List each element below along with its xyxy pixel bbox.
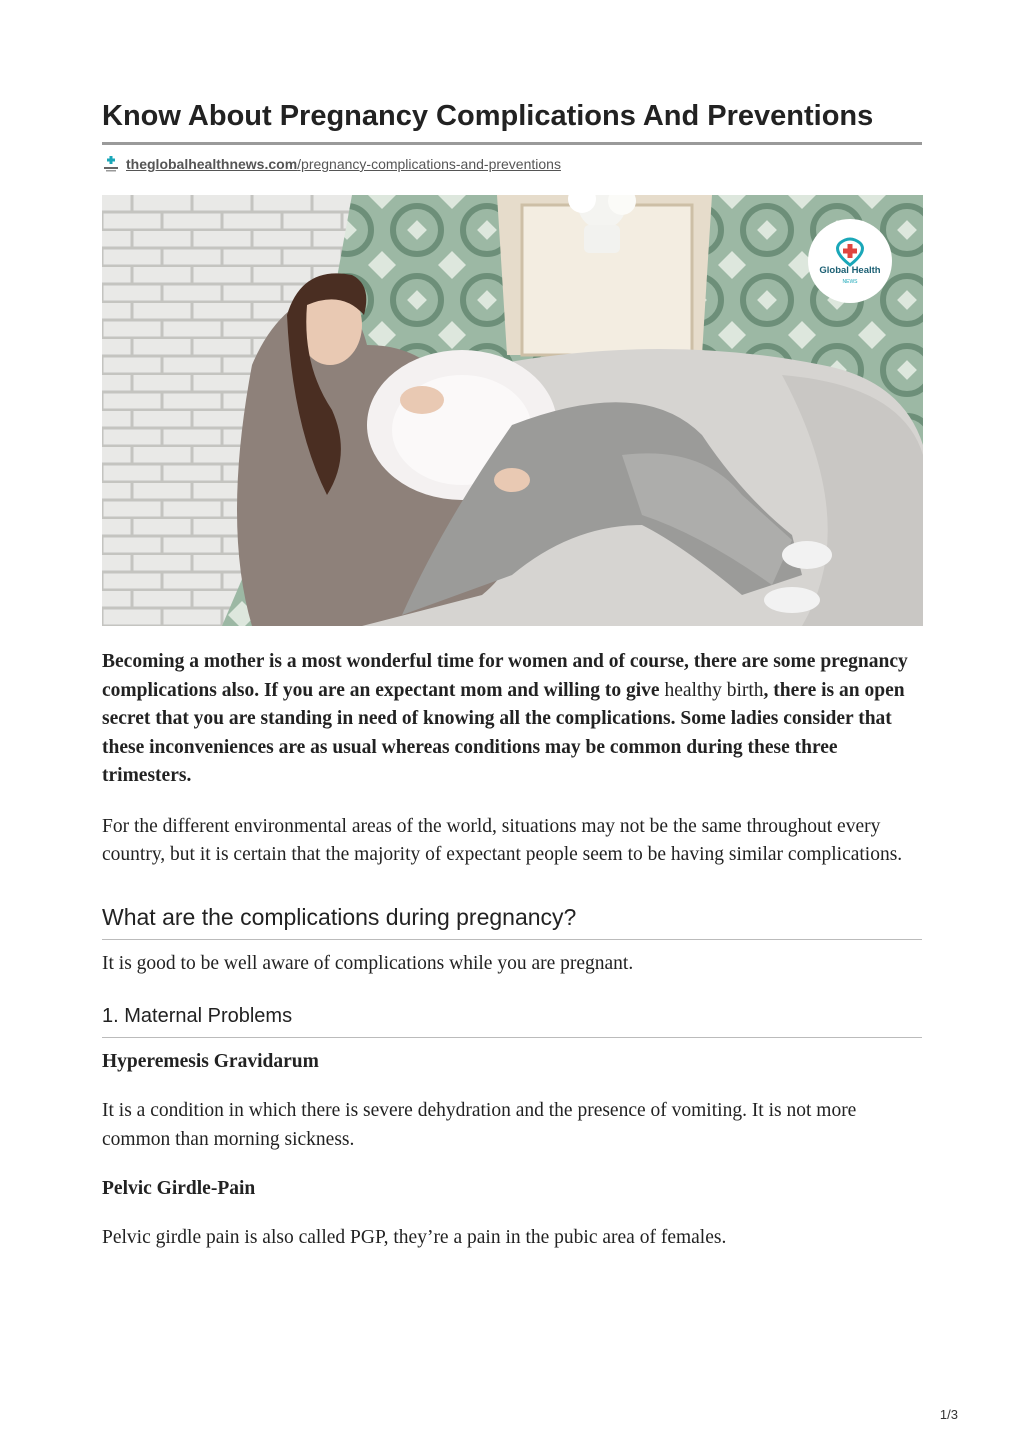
source-domain[interactable]: theglobalhealthnews.com: [126, 156, 298, 172]
subsection-divider: [102, 1037, 922, 1038]
source-path[interactable]: /pregnancy-complications-and-preventions: [297, 156, 561, 172]
hero-logo-line2: NEWS: [842, 279, 858, 285]
source-link[interactable]: [102, 155, 922, 173]
condition-heading: Pelvic Girdle-Pain: [102, 1178, 256, 1199]
condition-heading: Hyperemesis Gravidarum: [102, 1051, 319, 1072]
section-divider: [102, 939, 922, 940]
article: [102, 98, 922, 1253]
section-heading: What are the complications during pregnancy?: [102, 903, 577, 930]
condition-text: Pelvic girdle pain is also called PGP, they’re a pain in the pubic area of females.: [102, 1227, 727, 1248]
page-title: Know About Pregnancy Complications And Preventions: [102, 100, 874, 132]
page-number: 1/3: [939, 1407, 958, 1422]
body-paragraph: For the different environmental areas of the world, situations may not be the same throughout every country, but it is certain that the majority of expectant people seem to be having similar complications.: [102, 815, 903, 865]
hero-image: [102, 195, 923, 626]
global-health-favicon-icon: [102, 155, 120, 173]
lead-paragraph: Becoming a mother is a most wonderful time for women and of course, there are some pregnancy complications also. If you are an expectant mom and willing to give healthy birth, there is an open secret that you are standing in need of knowing all the complications. Some ladies consider that these inconveniences are as usual whereas conditions may be common during these three trimesters.: [102, 651, 908, 786]
hero-logo-line1: Global Health: [819, 265, 881, 276]
condition-text: It is a condition in which there is severe dehydration and the presence of vomiting. It is not more common than morning sickness.: [102, 1100, 857, 1150]
section-intro: It is good to be well aware of complications while you are pregnant.: [102, 952, 634, 974]
title-divider: [102, 142, 922, 145]
subsection-heading: 1. Maternal Problems: [102, 1005, 293, 1027]
healthy-birth-link[interactable]: healthy birth: [664, 679, 764, 701]
